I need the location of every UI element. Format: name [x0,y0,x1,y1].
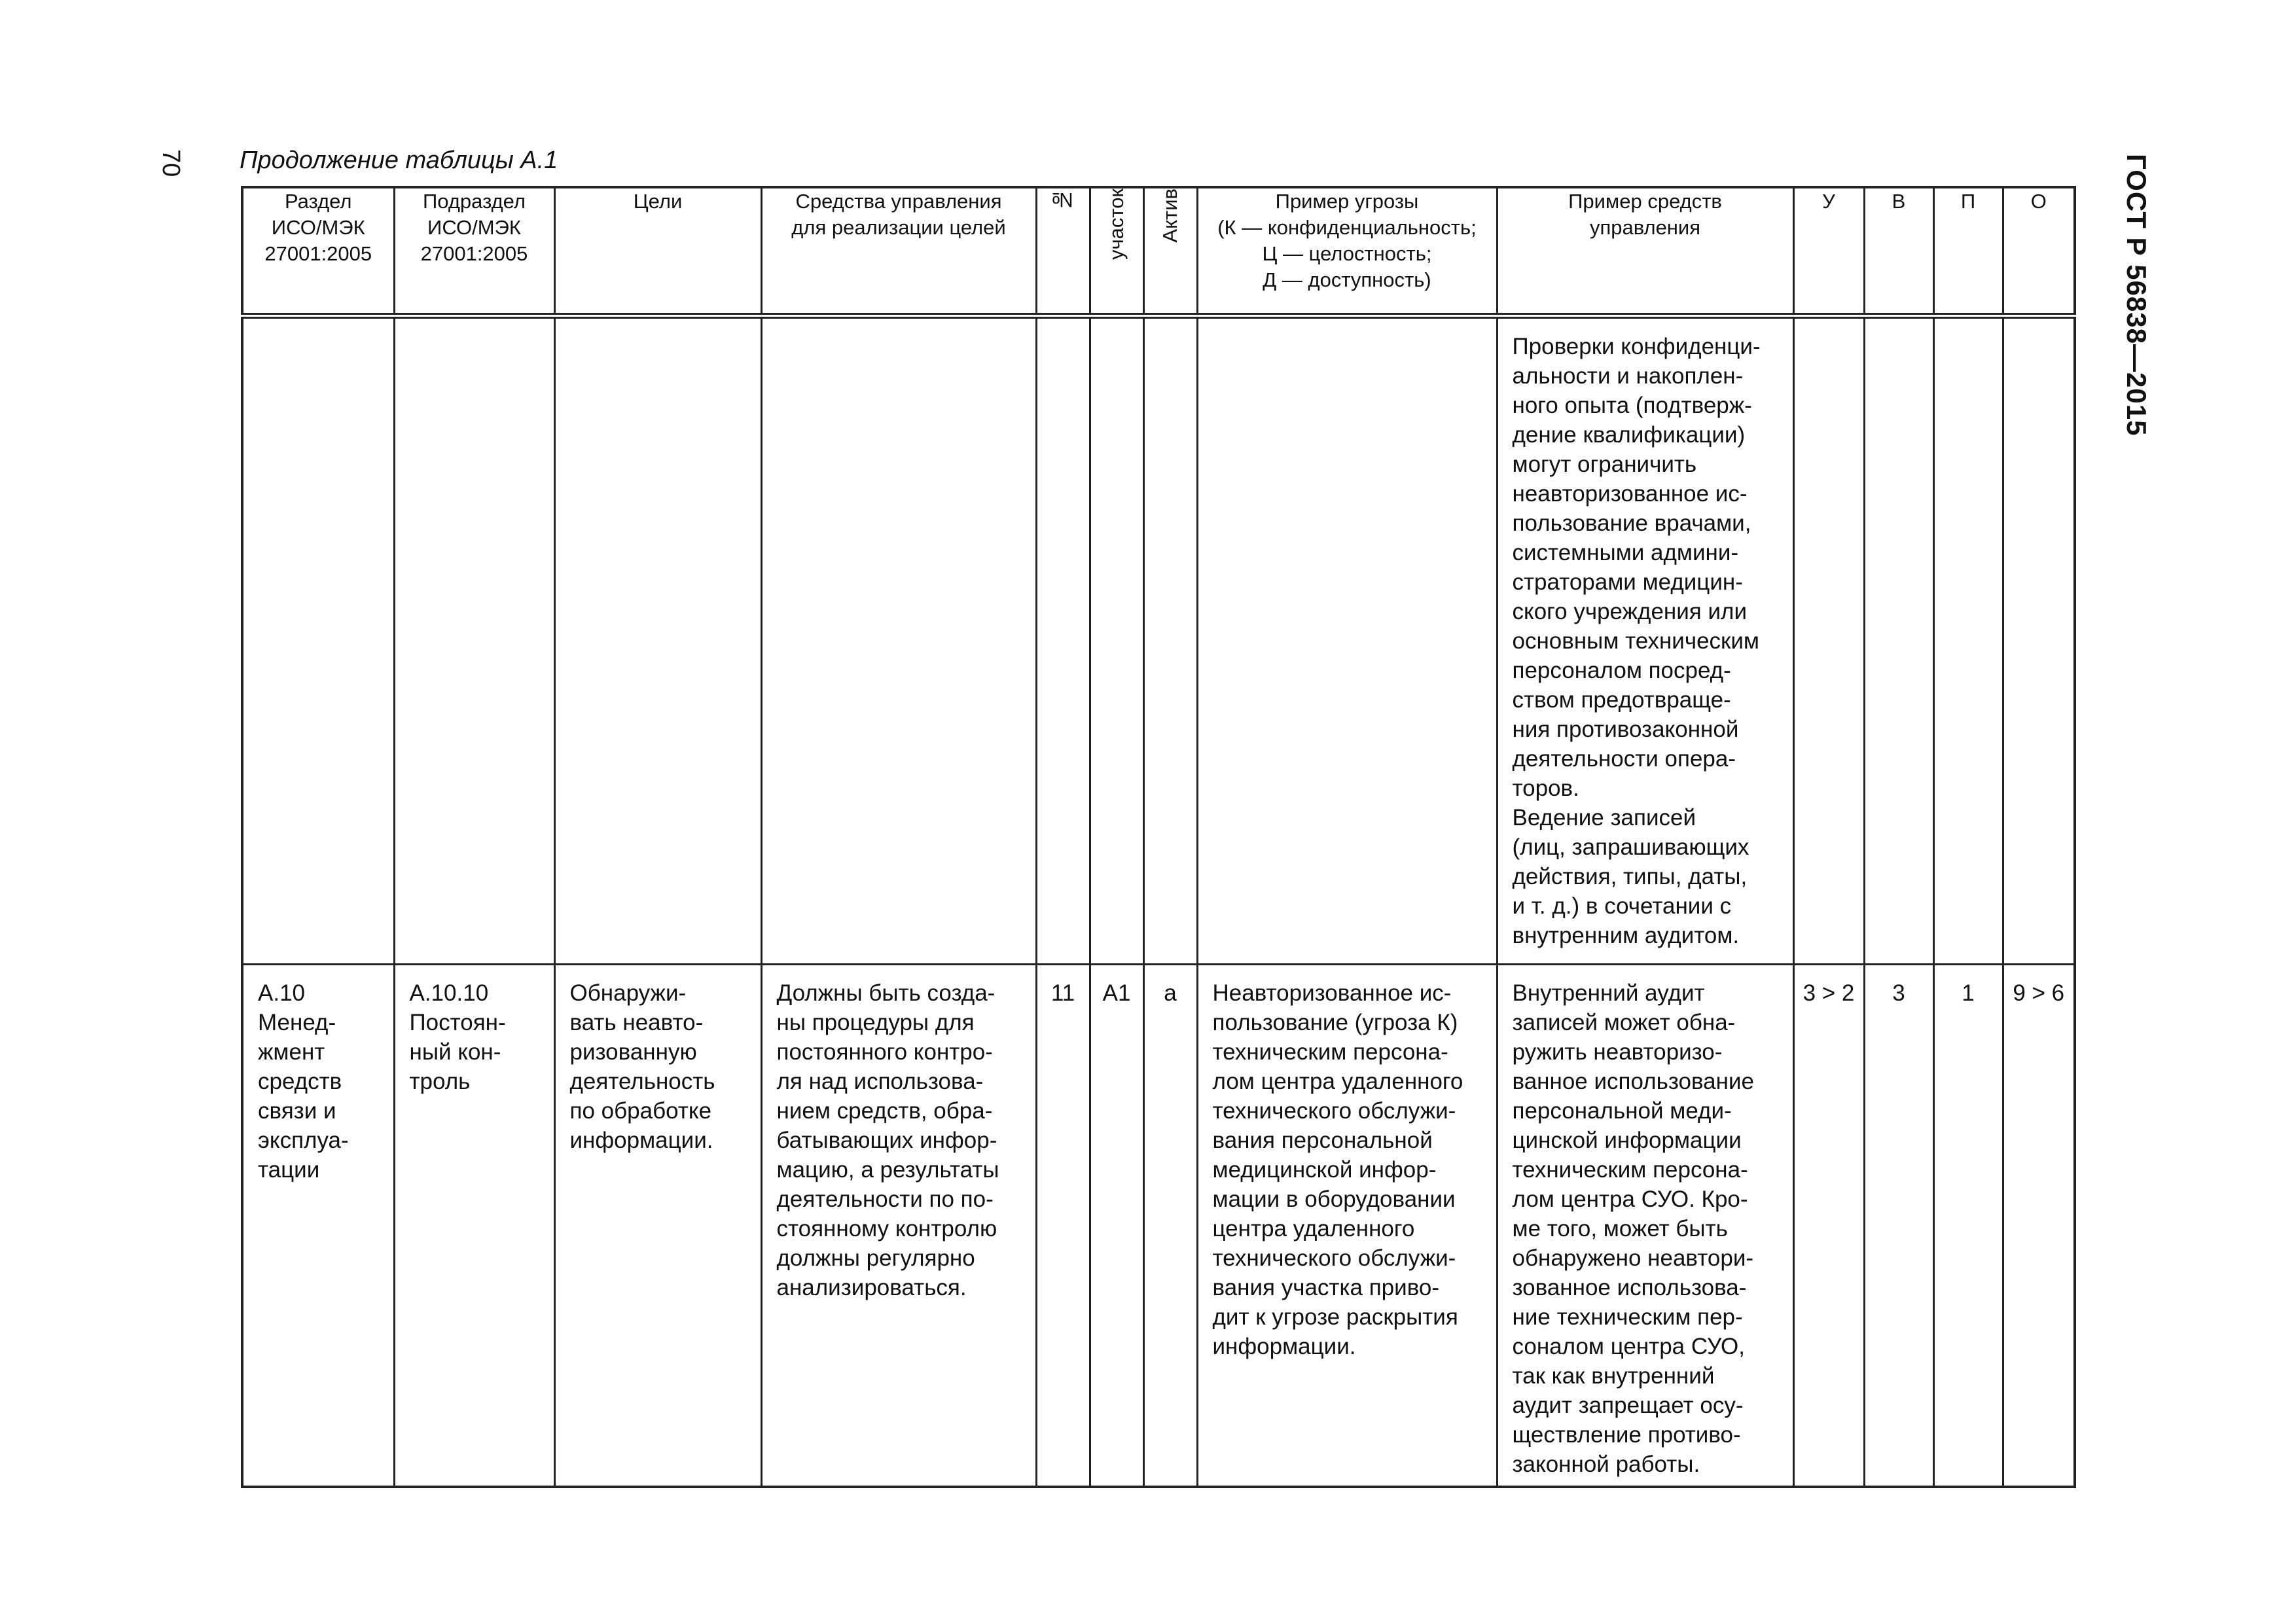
cell-goals [554,316,761,965]
table-header-row [242,187,2075,316]
cell-control-example: Проверки конфиденци- альности и накоплен- ного опыта (подтверж- дение квалификации) могут ограничить неавторизованное ис- пользование врачами, системными админи- страторами медицин- ского учреждения или основным техническим персоналом посред- ством предотвраще- ния противозаконной деятельности опера- торов. Ведение записей (лиц, запрашивающих действия, типы, даты, и т. д.) в сочетании с внутренним аудитом. [1497,316,1793,965]
header-p: П [1933,187,2003,316]
cell-control-example: Внутренний аудит записей может обна- ружить неавторизо- ванное использование персональной меди- цинской информации техническим персона- лом центра СУО. Кро- ме того, может быть обнаружено неавтори- зованное использова- ние техническим пер- соналом центра СУО, так как внутренний аудит запрещает осу- ществление противо- законной работы. [1497,965,1793,1488]
cell-p [1933,316,2003,965]
header-section: Раздел ИСО/МЭК 27001:2005 [242,187,394,316]
cell-threat [1197,316,1497,965]
header-asset: Актив [1143,187,1197,316]
header-site: участок [1090,187,1143,316]
table-row [242,965,2075,1488]
cell-asset: а [1143,965,1197,1488]
cell-u: 3 > 2 [1793,965,1864,1488]
cell-threat: Неавторизованное ис- пользование (угроза К) техническим персона- лом центра удаленного технического обслужи- вания персональной медицинской инфор- мации в оборудовании центра удаленного технического обслужи- вания участка приво- дит к угрозе раскрытия информации. [1197,965,1497,1488]
table-caption: Продолжение таблицы А.1 [240,147,558,174]
table-row [242,316,2075,965]
header-subsection: Подраздел ИСО/МЭК 27001:2005 [394,187,554,316]
header-v: В [1864,187,1933,316]
cell-controls [761,316,1036,965]
cell-subsection [394,316,554,965]
cell-asset [1143,316,1197,965]
cell-section: А.10 Менед- жмент средств связи и эксплуа- тации [242,965,394,1488]
cell-site: А1 [1090,965,1143,1488]
cell-u [1793,316,1864,965]
header-goals: Цели [554,187,761,316]
header-o: О [2003,187,2075,316]
header-u: У [1793,187,1864,316]
cell-o: 9 > 6 [2003,965,2075,1488]
header-control-example: Пример средств управления [1497,187,1793,316]
cell-v: 3 [1864,965,1933,1488]
cell-controls: Должны быть созда- ны процедуры для постоянного контро- ля над использова- нием средств, обра- батывающих инфор- мацию, а результаты деятельности по по- стоянному контролю должны регулярно анализироваться. [761,965,1036,1488]
header-controls: Средства управления для реализации целей [761,187,1036,316]
page-number: 70 [157,149,185,177]
header-threat: Пример угрозы (К — конфиденциальность; Ц — целостность; Д — доступность) [1197,187,1497,316]
cell-goals: Обнаружи- вать неавто- ризованную деятельность по обработке информации. [554,965,761,1488]
cell-p: 1 [1933,965,2003,1488]
cell-o [2003,316,2075,965]
document-code: ГОСТ Р 56838—2015 [2121,154,2152,437]
header-number: № [1036,187,1090,316]
cell-v [1864,316,1933,965]
cell-section [242,316,394,965]
cell-site [1090,316,1143,965]
cell-number [1036,316,1090,965]
cell-number: 11 [1036,965,1090,1488]
controls-table [241,186,2076,1488]
cell-subsection: А.10.10 Постоян- ный кон- троль [394,965,554,1488]
